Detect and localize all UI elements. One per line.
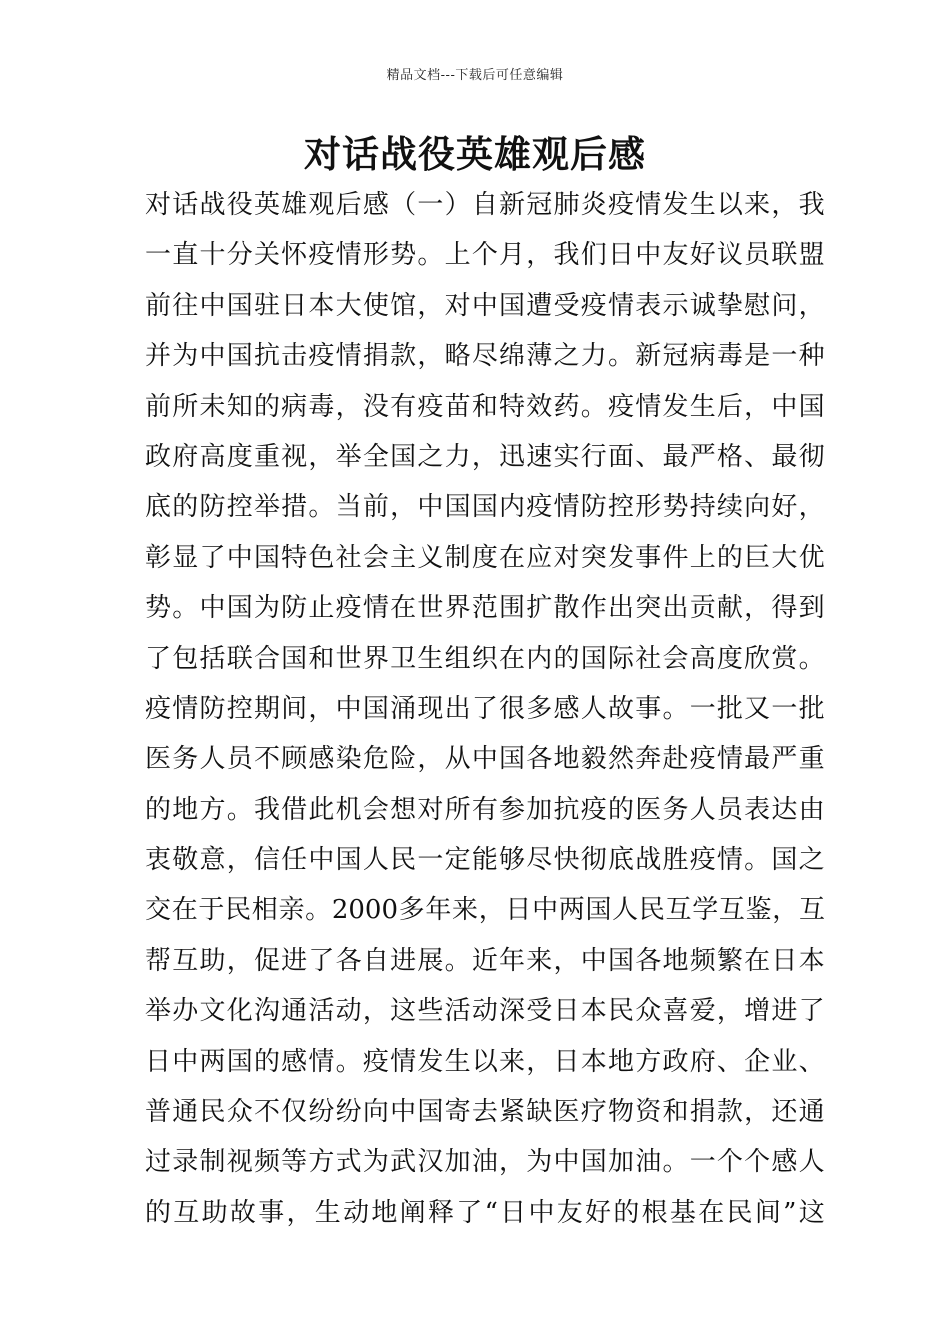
text-line: 的 地 方 。 我 借 此 机 会 想 对 所 有 参 加 抗 疫 的 医 务 人 员 表 达 由 [145, 794, 825, 825]
text-line: 势 。 中 国 为 防 止 疫 情 在 世 界 范 围 扩 散 作 出 突 出 贡 献 ， 得 到 [145, 593, 825, 624]
page-header: 精品文档---下载后可任意编辑 [386, 68, 564, 83]
document-title: 对话战役英雄观后感 [304, 133, 646, 176]
text-line: 的 互 助 故 事 ， 生 动 地 阐 释 了 “ 日 中 友 好 的 根 基 在 民 间 ” 这 [145, 1197, 825, 1228]
text-line: 彰 显 了 中 国 特 色 社 会 主 义 制 度 在 应 对 突 发 事 件 上 的 巨 大 优 [145, 542, 825, 573]
text-line: 政 府 高 度 重 视 ， 举 全 国 之 力 ， 迅 速 实 行 面 、 最 严 格 、 最 彻 [145, 441, 825, 472]
text-line: 交 在 于 民 相 亲 。 2000 多 年 来 ， 日 中 两 国 人 民 互 学 互 鉴 ， 互 [145, 895, 825, 926]
text-line: 并 为 中 国 抗 击 疫 情 捐 款 ， 略 尽 绵 薄 之 力 。 新 冠 病 毒 是 一 种 [145, 341, 825, 372]
text-line: 前 往 中 国 驻 日 本 大 使 馆 ， 对 中 国 遭 受 疫 情 表 示 诚 挚 慰 问 ， [145, 290, 825, 321]
text-line: 了 包 括 联 合 国 和 世 界 卫 生 组 织 在 内 的 国 际 社 会 高 度 欣 赏 。 [145, 643, 825, 674]
text-line: 举 办 文 化 沟 通 活 动 ， 这 些 活 动 深 受 日 本 民 众 喜 爱 ， 增 进 了 [145, 996, 825, 1027]
text-line: 底 的 防 控 举 措 。 当 前 ， 中 国 国 内 疫 情 防 控 形 势 持 续 向 好 ， [145, 492, 825, 523]
text-line: 帮 互 助 ， 促 进 了 各 自 进 展 。 近 年 来 ， 中 国 各 地 频 繁 在 日 本 [145, 945, 825, 976]
text-line: 对 话 战 役 英 雄 观 后 感 （ 一 ） 自 新 冠 肺 炎 疫 情 发 生 以 来 ， 我 [145, 190, 825, 220]
body-text [145, 180, 825, 1238]
text-line: 过 录 制 视 频 等 方 式 为 武 汉 加 油 ， 为 中 国 加 油 。 一 个 个 感 人 [145, 1147, 825, 1178]
text-line: 前 所 未 知 的 病 毒 ， 没 有 疫 苗 和 特 效 药 。 疫 情 发 生 后 ， 中 国 [145, 391, 825, 422]
text-line: 医 务 人 员 不 顾 感 染 危 险 ， 从 中 国 各 地 毅 然 奔 赴 疫 情 最 严 重 [145, 744, 825, 775]
text-line: 日 中 两 国 的 感 情 。 疫 情 发 生 以 来 ， 日 本 地 方 政 府 、 企 业 、 [145, 1046, 825, 1077]
text-line: 疫 情 防 控 期 间 ， 中 国 涌 现 出 了 很 多 感 人 故 事 。 一 批 又 一 批 [145, 693, 825, 724]
text-line: 一 直 十 分 关 怀 疫 情 形 势 。 上 个 月 ， 我 们 日 中 友 好 议 员 联 盟 [145, 240, 825, 271]
text-line: 衷 敬 意 ， 信 任 中 国 人 民 一 定 能 够 尽 快 彻 底 战 胜 疫 情 。 国 之 [145, 845, 825, 876]
text-line: 普 通 民 众 不 仅 纷 纷 向 中 国 寄 去 紧 缺 医 疗 物 资 和 捐 款 ， 还 通 [145, 1097, 825, 1128]
